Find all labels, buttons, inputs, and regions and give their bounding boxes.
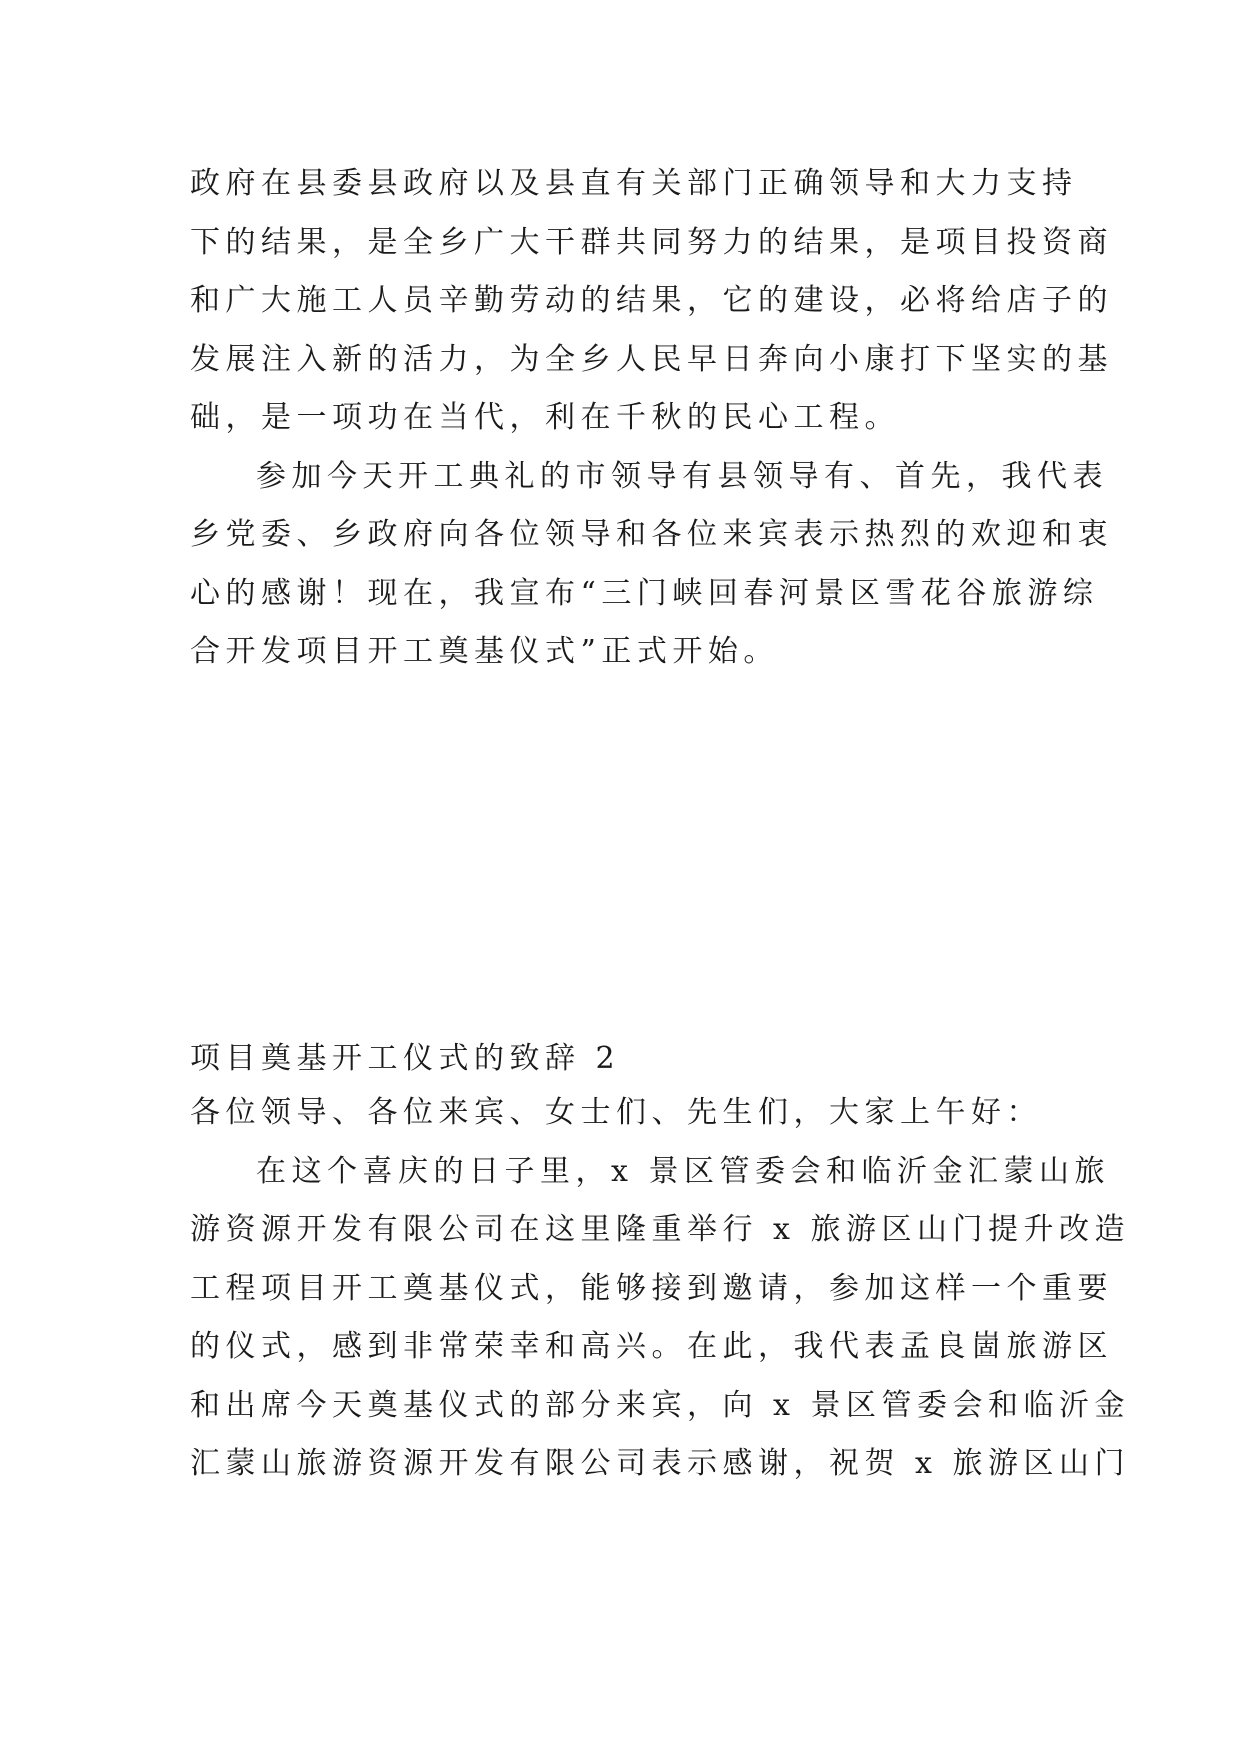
paragraph-line: 汇蒙山旅游资源开发有限公司表示感谢，祝贺 x 旅游区山门	[190, 1446, 1130, 1481]
section-2	[190, 1034, 1130, 1494]
paragraph-line: 的仪式，感到非常荣幸和高兴。在此，我代表孟良崮旅游区	[190, 1329, 1113, 1364]
salutation: 各位领导、各位来宾、女士们、先生们，大家上午好：	[190, 1095, 1042, 1130]
paragraph-line: 在这个喜庆的日子里，x 景区管委会和临沂金汇蒙山旅	[256, 1153, 1110, 1189]
section-title: 项目奠基开工仪式的致辞 2	[190, 1041, 621, 1076]
paragraph-line: 础，是一项功在当代，利在千秋的民心工程。	[190, 400, 900, 435]
paragraph-line: 心的感谢！现在，我宣布“三门峡回春河景区雪花谷旅游综	[190, 575, 1099, 611]
paragraph-line: 下的结果，是全乡广大干群共同努力的结果，是项目投资商	[190, 224, 1113, 260]
paragraph-line: 发展注入新的活力，为全乡人民早日奔向小康打下坚实的基	[190, 341, 1113, 377]
section-1	[190, 155, 1113, 682]
paragraph-line: 合开发项目开工奠基仪式”正式开始。	[190, 634, 779, 669]
paragraph-line: 乡党委、乡政府向各位领导和各位来宾表示热烈的欢迎和衷	[190, 517, 1113, 552]
paragraph-line: 和出席今天奠基仪式的部分来宾，向 x 景区管委会和临沂金	[190, 1387, 1130, 1423]
paragraph-line: 和广大施工人员辛勤劳动的结果，它的建设，必将给店子的	[190, 283, 1113, 318]
paragraph-line: 游资源开发有限公司在这里隆重举行 x 旅游区山门提升改造	[190, 1212, 1130, 1247]
paragraph-line: 参加今天开工典礼的市领导有县领导有、首先，我代表	[256, 458, 1108, 494]
paragraph-line: 政府在县委县政府以及县直有关部门正确领导和大力支持	[190, 166, 1078, 201]
paragraph-line: 工程项目开工奠基仪式，能够接到邀请，参加这样一个重要	[190, 1270, 1113, 1306]
